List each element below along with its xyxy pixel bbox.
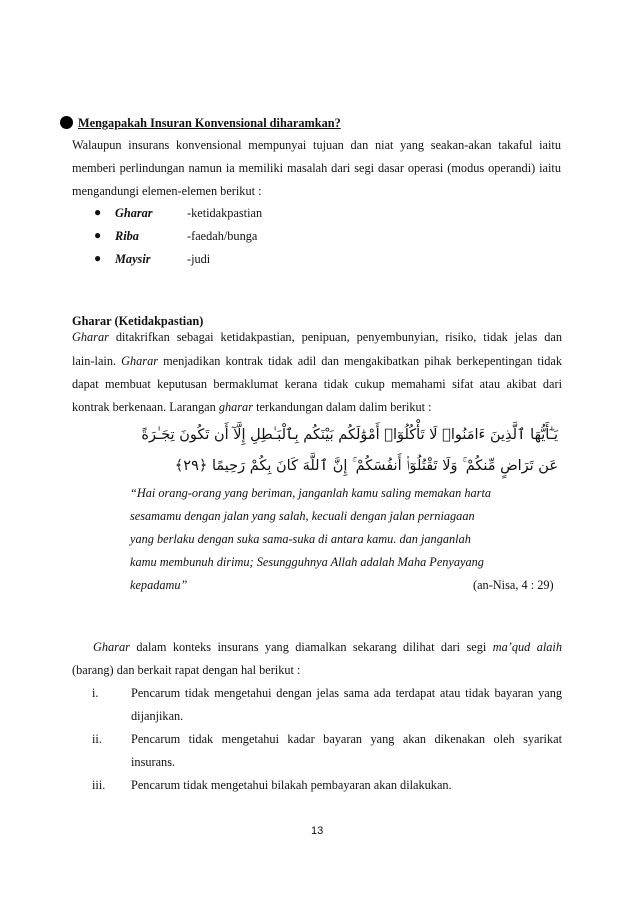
arabic-verse-line-1: يَـٰٓأَيُّهَا ٱلَّذِينَ ءَامَنُوا۟ لَا تَأْكُلُوٓا۟ أَمْوَٰلَكُم بَيْنَكُم بِٱلْبَـٰطِلِ إِلَّآ أَن تَكُونَ تِجَـٰرَةً <box>141 427 558 443</box>
bullet-icon: ● <box>94 251 102 265</box>
gharar-term: gharar <box>218 400 253 414</box>
translation-line-4: kamu membunuh dirimu; Sesungguhnya Allah adalah Maha Penyayang <box>130 555 484 569</box>
list-item-text: insurans. <box>131 755 176 769</box>
gharar-para-line-4 <box>72 400 432 414</box>
translation-line-3: yang berlaku dengan suka sama-suka di antara kamu. dan janganlah <box>130 532 471 546</box>
page-number: 13 <box>311 825 324 837</box>
list-item-text: Pencarum tidak mengetahui kadar bayaran yang akan dikenakan oleh syarikat <box>131 732 562 746</box>
translation-line-5: kepadamu” <box>130 578 188 592</box>
element-term: Gharar <box>115 206 153 220</box>
element-term: Maysir <box>115 252 151 266</box>
intro-line-1: Walaupun insurans konvensional mempunyai tujuan dan niat yang seakan-akan takaful iaitu <box>72 138 561 152</box>
element-meaning: -faedah/bunga <box>187 229 258 243</box>
intro-line-2: memberi perlindungan namun ia memiliki masalah dari segi dasar operasi (modus operandi) iaitu <box>72 161 561 175</box>
list-item-text: Pencarum tidak mengetahui dengan jelas sama ada terdapat atau tidak bayaran yang <box>131 686 562 700</box>
intro-line-3: mengandungi elemen-elemen berikut : <box>72 184 262 198</box>
gharar-context-line-2: (barang) dan berkait rapat dengan hal berikut : <box>72 663 301 677</box>
arabic-verse-line-2: عَن تَرَاضٍ مِّنكُمْ ۚ وَلَا تَقْتُلُوٓا۟ أَنفُسَكُمْ ۚ إِنَّ ٱللَّهَ كَانَ بِكُمْ رَحِيمًا ﴿٢٩﴾ <box>174 458 558 474</box>
element-term: Riba <box>115 229 139 243</box>
heading-insuran-konvensional: Mengapakah Insuran Konvensional diharamkan? <box>78 116 341 130</box>
gharar-term: Gharar <box>93 640 130 654</box>
text-span: menjadikan kontrak tidak adil dan mengakibatkan pihak berkepentingan tidak <box>163 354 563 368</box>
gharar-context-line-1 <box>93 640 562 654</box>
translation-line-1: “Hai orang-orang yang beriman, janganlah kamu saling memakan harta <box>130 486 492 500</box>
gharar-term: Gharar <box>121 354 159 368</box>
element-meaning: -ketidakpastian <box>187 206 263 220</box>
bullet-icon: ● <box>94 228 102 242</box>
text-span: lain-lain. <box>72 354 117 368</box>
gharar-para-line-3: dapat membuat keputusan bermaklumat kerana tidak cukup memahami sifat atau akibat dari <box>72 377 562 391</box>
heading-gharar: Gharar (Ketidakpastian) <box>72 314 204 328</box>
text-span: ditakrifkan sebagai ketidakpastian, penipuan, penyembunyian, risiko, tidak jelas dan <box>115 330 562 344</box>
list-number: i. <box>92 686 99 700</box>
gharar-para-line-1 <box>72 330 562 344</box>
list-item-text: Pencarum tidak mengetahui bilakah pembayaran akan dilakukan. <box>131 778 452 792</box>
verse-reference: (an-Nisa, 4 : 29) <box>473 578 554 592</box>
maqud-alaih-term: ma’qud alaih <box>492 640 563 654</box>
list-number: iii. <box>92 778 106 792</box>
text-span: dalam konteks insurans yang diamalkan sekarang dilihat dari segi <box>136 640 487 654</box>
text-span: terkandungan dalam dalim berikut : <box>256 400 432 414</box>
bullet-dot-marker <box>60 116 73 129</box>
list-number: ii. <box>92 732 102 746</box>
list-item-text: dijanjikan. <box>131 709 184 723</box>
text-span: kontrak berkenaan. Larangan <box>72 400 216 414</box>
gharar-para-line-2 <box>72 354 562 368</box>
gharar-term: Gharar <box>72 330 109 344</box>
bullet-icon: ● <box>94 205 102 219</box>
translation-line-2: sesamamu dengan jalan yang salah, kecuali dengan jalan perniagaan <box>130 509 475 523</box>
element-meaning: -judi <box>187 252 211 266</box>
